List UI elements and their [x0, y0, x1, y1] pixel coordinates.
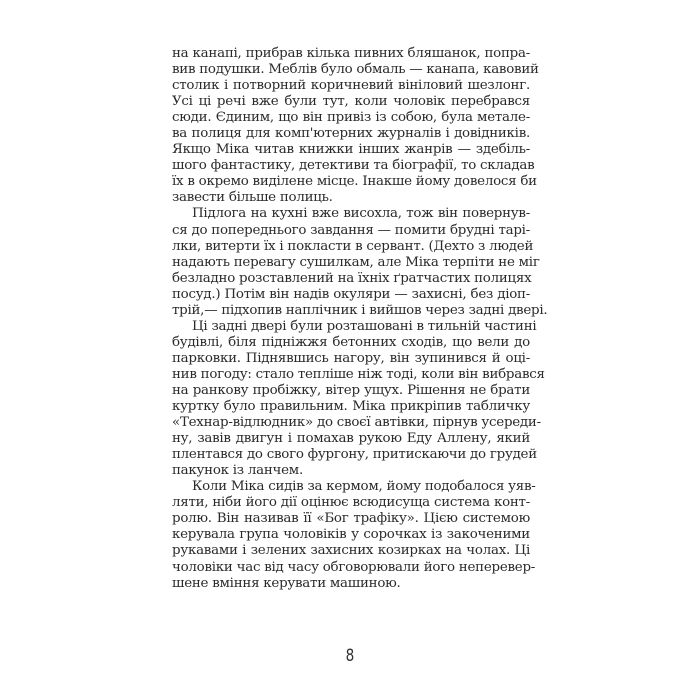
text-line: нив погоду: стало тепліше ніж тоді, коли він вибрався [172, 366, 545, 382]
text-line: на ранкову пробіжку, вітер ущух. Рішення не брати [172, 382, 530, 398]
text-line: Підлога на кухні вже висохла, тож він повернув- [192, 206, 530, 222]
text-line: ну, завів двигун і помахав рукою Еду Аллену, який [172, 431, 530, 447]
text-line: Коли Міка сидів за кермом, йому подобалося уяв- [192, 479, 536, 495]
text-line: завести більше полиць. [172, 190, 333, 206]
paragraph [172, 206, 548, 318]
text-line: парковки. Піднявшись нагору, він зупинився й оці- [172, 350, 530, 366]
text-line: чоловіки час від часу обговорювали його неперевер- [172, 559, 536, 575]
text-line: сюди. Єдиним, що він привіз із собою, була метале- [172, 110, 530, 126]
text-line: надають перевагу сушилкам, але Міка терпіти не міг [172, 254, 540, 270]
body-text [172, 46, 548, 592]
text-line: шене вміння керувати машиною. [172, 575, 401, 591]
text-line: Ці задні двері були розташовані в тильній частині [192, 318, 537, 334]
text-line: посуд.) Потім він надів окуляри — захисні, без діоп- [172, 286, 530, 302]
text-line: Якщо Міка читав книжки інших жанрів — здебіль- [172, 142, 530, 158]
text-line: безладно розставлений на їхніх ґратчастих полицях [172, 270, 532, 286]
text-line: пакунок із ланчем. [172, 463, 303, 479]
text-line: рукавами і зелених захисних козирках на чолах. Ці [172, 543, 530, 559]
text-line: столик і потворний коричневий вініловий шезлонг. [172, 78, 530, 94]
text-line: ролю. Він називав її «Бог трафіку». Цією системою [172, 511, 530, 527]
paragraph [172, 318, 545, 479]
text-line: вив подушки. Меблів було обмаль — канапа, кавовий [172, 62, 539, 78]
paragraph [172, 479, 536, 591]
text-line: ва полиця для комп'ютерних журналів і довідників. [172, 126, 530, 142]
text-line: лки, витерти їх і покласти в сервант. (Дехто з людей [172, 238, 534, 254]
text-line: будівлі, біля підніжжя бетонних сходів, що вели до [172, 334, 530, 350]
text-line: ляти, ніби його дії оцінює всюдисуща система конт- [172, 495, 530, 511]
text-line: їх в окремо виділене місце. Інакше йому довелося би [172, 174, 537, 190]
text-line: «Технар-відлюдник» до своєї автівки, пірнув усереди- [172, 415, 541, 431]
page-number: 8 [345, 646, 355, 666]
text-line: куртку було правильним. Міка прикріпив табличку [172, 399, 530, 415]
paragraph [172, 46, 539, 206]
text-line: плентався до свого фургону, притискаючи до грудей [172, 447, 537, 463]
text-line: на канапі, прибрав кілька пивних бляшанок, попра- [172, 46, 530, 61]
text-line: Усі ці речі вже були тут, коли чоловік перебрався [172, 94, 530, 110]
text-line: трій,— підхопив наплічник і вийшов через задні двері. [172, 302, 548, 318]
text-line: шого фантастику, детективи та біографії, то складав [172, 158, 535, 174]
text-line: ся до попереднього завдання — помити брудні тарі- [172, 222, 530, 238]
text-line: керувала група чоловіків у сорочках із закоченими [172, 527, 530, 543]
